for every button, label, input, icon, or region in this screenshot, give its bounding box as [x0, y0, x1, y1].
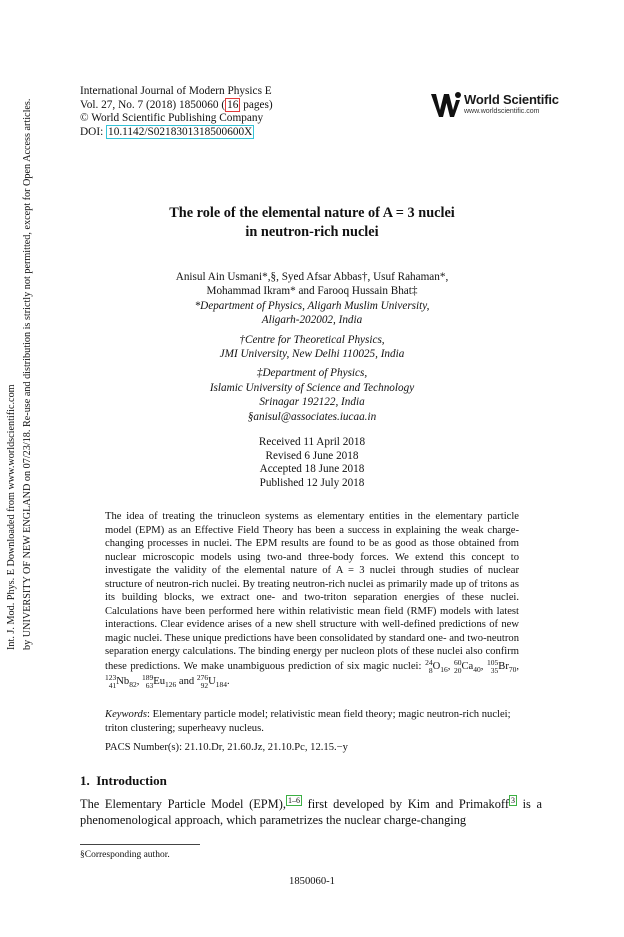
nucleus-ca: [453, 658, 481, 675]
side-note-line-1: Int. J. Mod. Phys. E Downloaded from www.worldscientific.com: [6, 384, 17, 650]
authors-line-1: Anisul Ain Usmani*,§, Syed Afsar Abbas†, Usuf Rahaman*,: [175, 271, 449, 283]
magic-nuclei-list: 24 8 $O_{16}$, 60 20 $Ca_{40}$, 105 35 $Br_{70}$, 123 41 $Nb_{82}$, 189 63 $Eu_{126}$ and 276 92 $U_{184}$.: [105, 658, 519, 690]
proton-number: 20: [453, 665, 462, 675]
mass-number: 276: [196, 673, 209, 683]
nucleus-br: [487, 658, 517, 675]
mass-number: 24: [425, 658, 433, 668]
affiliation-3-line-1: ‡Department of Physics,: [256, 367, 368, 380]
publisher-logo: [430, 90, 560, 120]
neutron-number: 70: [508, 665, 517, 675]
journal-name: International Journal of Modern Physics E: [80, 85, 272, 97]
affiliation-2-line-2: JMI University, New Delhi 110025, India: [219, 348, 405, 361]
affiliation-3-line-2: Islamic University of Science and Technology: [209, 381, 415, 394]
abstract: [105, 510, 519, 689]
affiliation-2-line-1: †Centre for Theoretical Physics,: [239, 333, 385, 346]
neutron-number: 40: [473, 665, 481, 675]
nucleus-eu: [142, 673, 177, 690]
citation-link-3[interactable]: 3: [510, 795, 515, 805]
keywords-label: Keywords: [105, 709, 147, 720]
world-scientific-logo-icon: [430, 90, 464, 118]
pacs-numbers: PACS Number(s): 21.10.Dr, 21.60.Jz, 21.10.Pc, 12.15.−y: [105, 742, 348, 753]
element-symbol: Eu: [153, 675, 166, 687]
footnote-divider: [80, 844, 200, 845]
nucleus-o: [425, 658, 448, 675]
abstract-text: The idea of treating the trinucleon systems as elementary entities in the elementary particle model (EPM) as an Effective Field Theory has been a success in explaining the weak charge-changing processes in nuclei. The EPM results are found to be as good as those obtained from nuclear microscopic models using two-and three-body forces. We extend this concept to investigate the validity of the elemental nature of A = 3 nuclei through studies of nuclear structure of neutron-rich nuclei. By treating neutron-rich nuclei as primarily made up of tritons as its building blocks, we extract one- and two-triton separation energies of these nuclei. Calculations have been performed here within relativistic mean field (RMF) models with latest interactions. Clear evidence arises of a new shell structure with well-defined predictions of new magic nuclei. These unique predictions have been consolidated by standard one- and two-neutron separation energy calculations. The binding energy per nucleon plots of these nuclei also confirm these predictions. We make unambiguous prediction of six magic nuclei:: [105, 511, 519, 672]
nucleus-u: [196, 673, 228, 690]
element-symbol: Br: [498, 660, 509, 672]
mass-number: 105: [487, 658, 499, 668]
download-side-note: [4, 98, 38, 650]
affiliation-1-line-2: Aligarh-202002, India: [261, 314, 363, 327]
citation-link-1-6[interactable]: 1–6: [287, 795, 300, 805]
publisher-url: www.worldscientific.com: [464, 108, 540, 115]
date-accepted: Accepted 18 June 2018: [259, 463, 365, 476]
journal-copyright: © World Scientific Publishing Company: [80, 112, 264, 125]
proton-number: 92: [200, 680, 209, 690]
authors-line-2: Mohammad Ikram* and Farooq Hussain Bhat‡: [206, 285, 418, 298]
proton-number: 35: [490, 665, 499, 675]
neutron-number: 82: [129, 680, 137, 690]
footnote: §Corresponding author.: [80, 850, 170, 860]
mass-number: 189: [142, 673, 154, 683]
paper-title: [100, 204, 524, 242]
title-line-2: in neutron-rich nuclei: [245, 224, 379, 240]
proton-number: 63: [145, 680, 154, 690]
journal-volume: Vol. 27, No. 7 (2018) 1850060 ( 16 pages): [80, 98, 273, 111]
neutron-number: 126: [165, 680, 177, 690]
page-number: 1850060-1: [289, 876, 335, 887]
journal-header: [80, 85, 273, 139]
author-block: [110, 270, 514, 424]
proton-number: 8: [428, 665, 433, 675]
corresponding-email[interactable]: §anisul@associates.iucaa.in: [247, 410, 377, 423]
date-revised: Revised 6 June 2018: [265, 449, 359, 462]
journal-doi: DOI: 10.1142/S0218301318500600X: [80, 125, 253, 138]
neutron-number: 16: [440, 665, 448, 675]
element-symbol: U: [208, 675, 216, 687]
affiliation-1-line-1: *Department of Physics, Aligarh Muslim University,: [194, 299, 430, 312]
neutron-number: 184: [215, 680, 228, 690]
publisher-name: World Scientific: [464, 92, 559, 107]
affiliation-3-line-3: Srinagar 192122, India: [259, 396, 365, 409]
intro-paragraph: The Elementary Particle Model (EPM), $^{1-6}$ first developed by Kim and Primakoff $^3$ is a phenomenological approach, which parametrizes the nuclear charge-changing: [80, 795, 542, 827]
date-received: Received 11 April 2018: [258, 436, 366, 448]
title-line-1: The role of the elemental nature of A = 3 nuclei: [169, 205, 455, 221]
proton-number: 41: [108, 680, 117, 690]
nucleus-nb: [105, 673, 137, 690]
section-number: 1.: [80, 773, 90, 788]
doi-link[interactable]: 10.1142/S0218301318500600X: [108, 125, 253, 138]
element-symbol: Nb: [116, 675, 130, 687]
section-title: Introduction: [96, 773, 167, 788]
abstract-paragraph: [105, 510, 519, 689]
date-published: Published 12 July 2018: [259, 476, 365, 489]
mass-number: 123: [105, 673, 117, 683]
page-count-link[interactable]: 16: [227, 98, 239, 111]
side-note-line-2: by UNIVERSITY OF NEW ENGLAND on 07/23/18. Re-use and distribution is strictly not permitted, except for Open Access articles.: [21, 98, 33, 650]
keywords-text: : Elementary particle model; relativistic mean field theory; magic neutron-rich nuclei; triton clustering; superheavy nucleus.: [105, 709, 511, 734]
section-heading: [80, 773, 167, 789]
element-symbol: O: [432, 660, 441, 672]
and-word: and: [176, 675, 197, 687]
mass-number: 60: [453, 658, 462, 668]
element-symbol: Ca: [461, 660, 474, 672]
keywords: [105, 708, 519, 735]
history-dates: [200, 436, 424, 490]
